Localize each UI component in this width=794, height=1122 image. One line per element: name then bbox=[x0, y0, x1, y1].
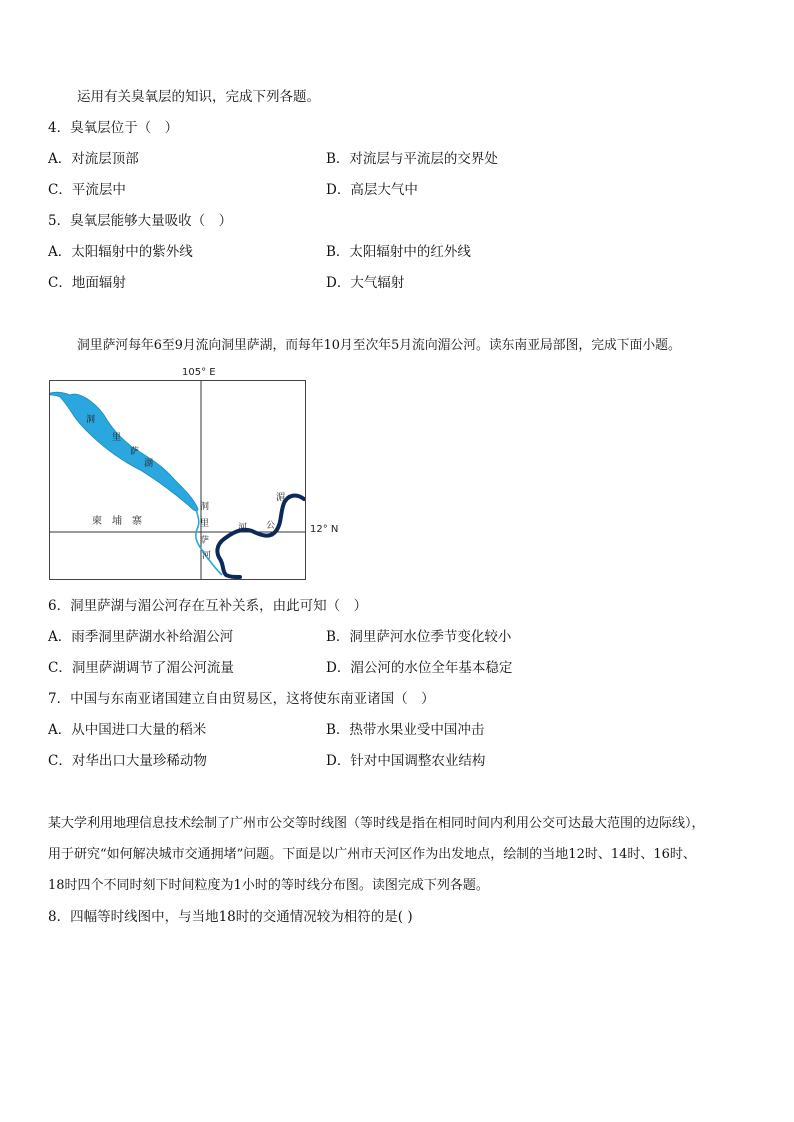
q7-option-d: D．针对中国调整农业结构 bbox=[326, 753, 486, 769]
mekong-char-3: 河 bbox=[238, 523, 248, 533]
river-char-1: 洞 bbox=[200, 502, 210, 512]
q7-option-c: C．对华出口大量珍稀动物 bbox=[48, 753, 207, 769]
q5-option-c: C．地面辐射 bbox=[48, 275, 126, 291]
section3-intro-line3: 18时四个不同时刻下时间粒度为1小时的等时线分布图。读图完成下列各题。 bbox=[48, 878, 489, 893]
river-char-4: 河 bbox=[202, 551, 212, 561]
q6-option-d: D．湄公河的水位全年基本稳定 bbox=[326, 660, 513, 676]
map-latitude-label: 12° N bbox=[310, 524, 339, 535]
lake-char-2: 里 bbox=[112, 433, 122, 443]
q4-option-d: D．高层大气中 bbox=[326, 182, 418, 198]
q7-stem: 7．中国与东南亚诸国建立自由贸易区，这将使东南亚诸国（ ） bbox=[48, 691, 435, 707]
section2-intro: 洞里萨河每年6至9月流向洞里萨湖，而每年10月至次年5月流向湄公河。读东南亚局部图，完成下面小题。 bbox=[77, 338, 681, 353]
q4-option-c: C．平流层中 bbox=[48, 182, 126, 198]
q5-stem: 5．臭氧层能够大量吸收（ ） bbox=[48, 213, 233, 229]
q5-option-d: D．大气辐射 bbox=[326, 275, 405, 291]
q7-option-b: B．热带水果业受中国冲击 bbox=[326, 722, 485, 738]
mekong-char-2: 公 bbox=[266, 521, 276, 531]
q6-option-a: A．雨季洞里萨湖水补给湄公河 bbox=[48, 629, 234, 645]
tonle-sap-lake-shape bbox=[50, 392, 198, 511]
country-label: 柬 埔 寨 bbox=[92, 516, 142, 527]
q4-stem: 4．臭氧层位于（ ） bbox=[48, 120, 179, 136]
section3-intro-line1: 某大学利用地理信息技术绘制了广州市公交等时线图（等时线是指在相同时间内利用公交可达最大范围的边际线）， bbox=[48, 816, 705, 831]
q6-stem: 6．洞里萨湖与湄公河存在互补关系，由此可知（ ） bbox=[48, 598, 368, 614]
q5-option-a: A．太阳辐射中的紫外线 bbox=[48, 244, 193, 260]
q4-option-b: B．对流层与平流层的交界处 bbox=[326, 151, 498, 167]
map-drawing bbox=[50, 381, 305, 579]
q7-option-a: A．从中国进口大量的稻米 bbox=[48, 722, 207, 738]
q8-stem: 8．四幅等时线图中，与当地18时的交通情况较为相符的是( ) bbox=[48, 909, 413, 925]
section1-intro: 运用有关臭氧层的知识，完成下列各题。 bbox=[77, 89, 320, 105]
lake-char-3: 萨 bbox=[130, 447, 140, 457]
river-char-2: 里 bbox=[200, 519, 210, 529]
river-char-3: 萨 bbox=[200, 536, 210, 546]
map-longitude-label: 105° E bbox=[182, 367, 216, 378]
mekong-river-line bbox=[217, 496, 304, 577]
q6-option-c: C．洞里萨湖调节了湄公河流量 bbox=[48, 660, 234, 676]
q6-option-b: B．洞里萨河水位季节变化较小 bbox=[326, 629, 512, 645]
mekong-char-1: 湄 bbox=[276, 493, 286, 503]
q4-option-a: A．对流层顶部 bbox=[48, 151, 139, 167]
q5-option-b: B．太阳辐射中的红外线 bbox=[326, 244, 471, 260]
section3-intro-line2: 用于研究“如何解决城市交通拥堵”问题。下面是以广州市天河区作为出发地点，绘制的当地12时、14时、16时、 bbox=[48, 847, 696, 862]
lake-char-1: 洞 bbox=[86, 415, 96, 425]
southeast-asia-map bbox=[49, 380, 306, 580]
lake-char-4: 湖 bbox=[144, 459, 154, 469]
